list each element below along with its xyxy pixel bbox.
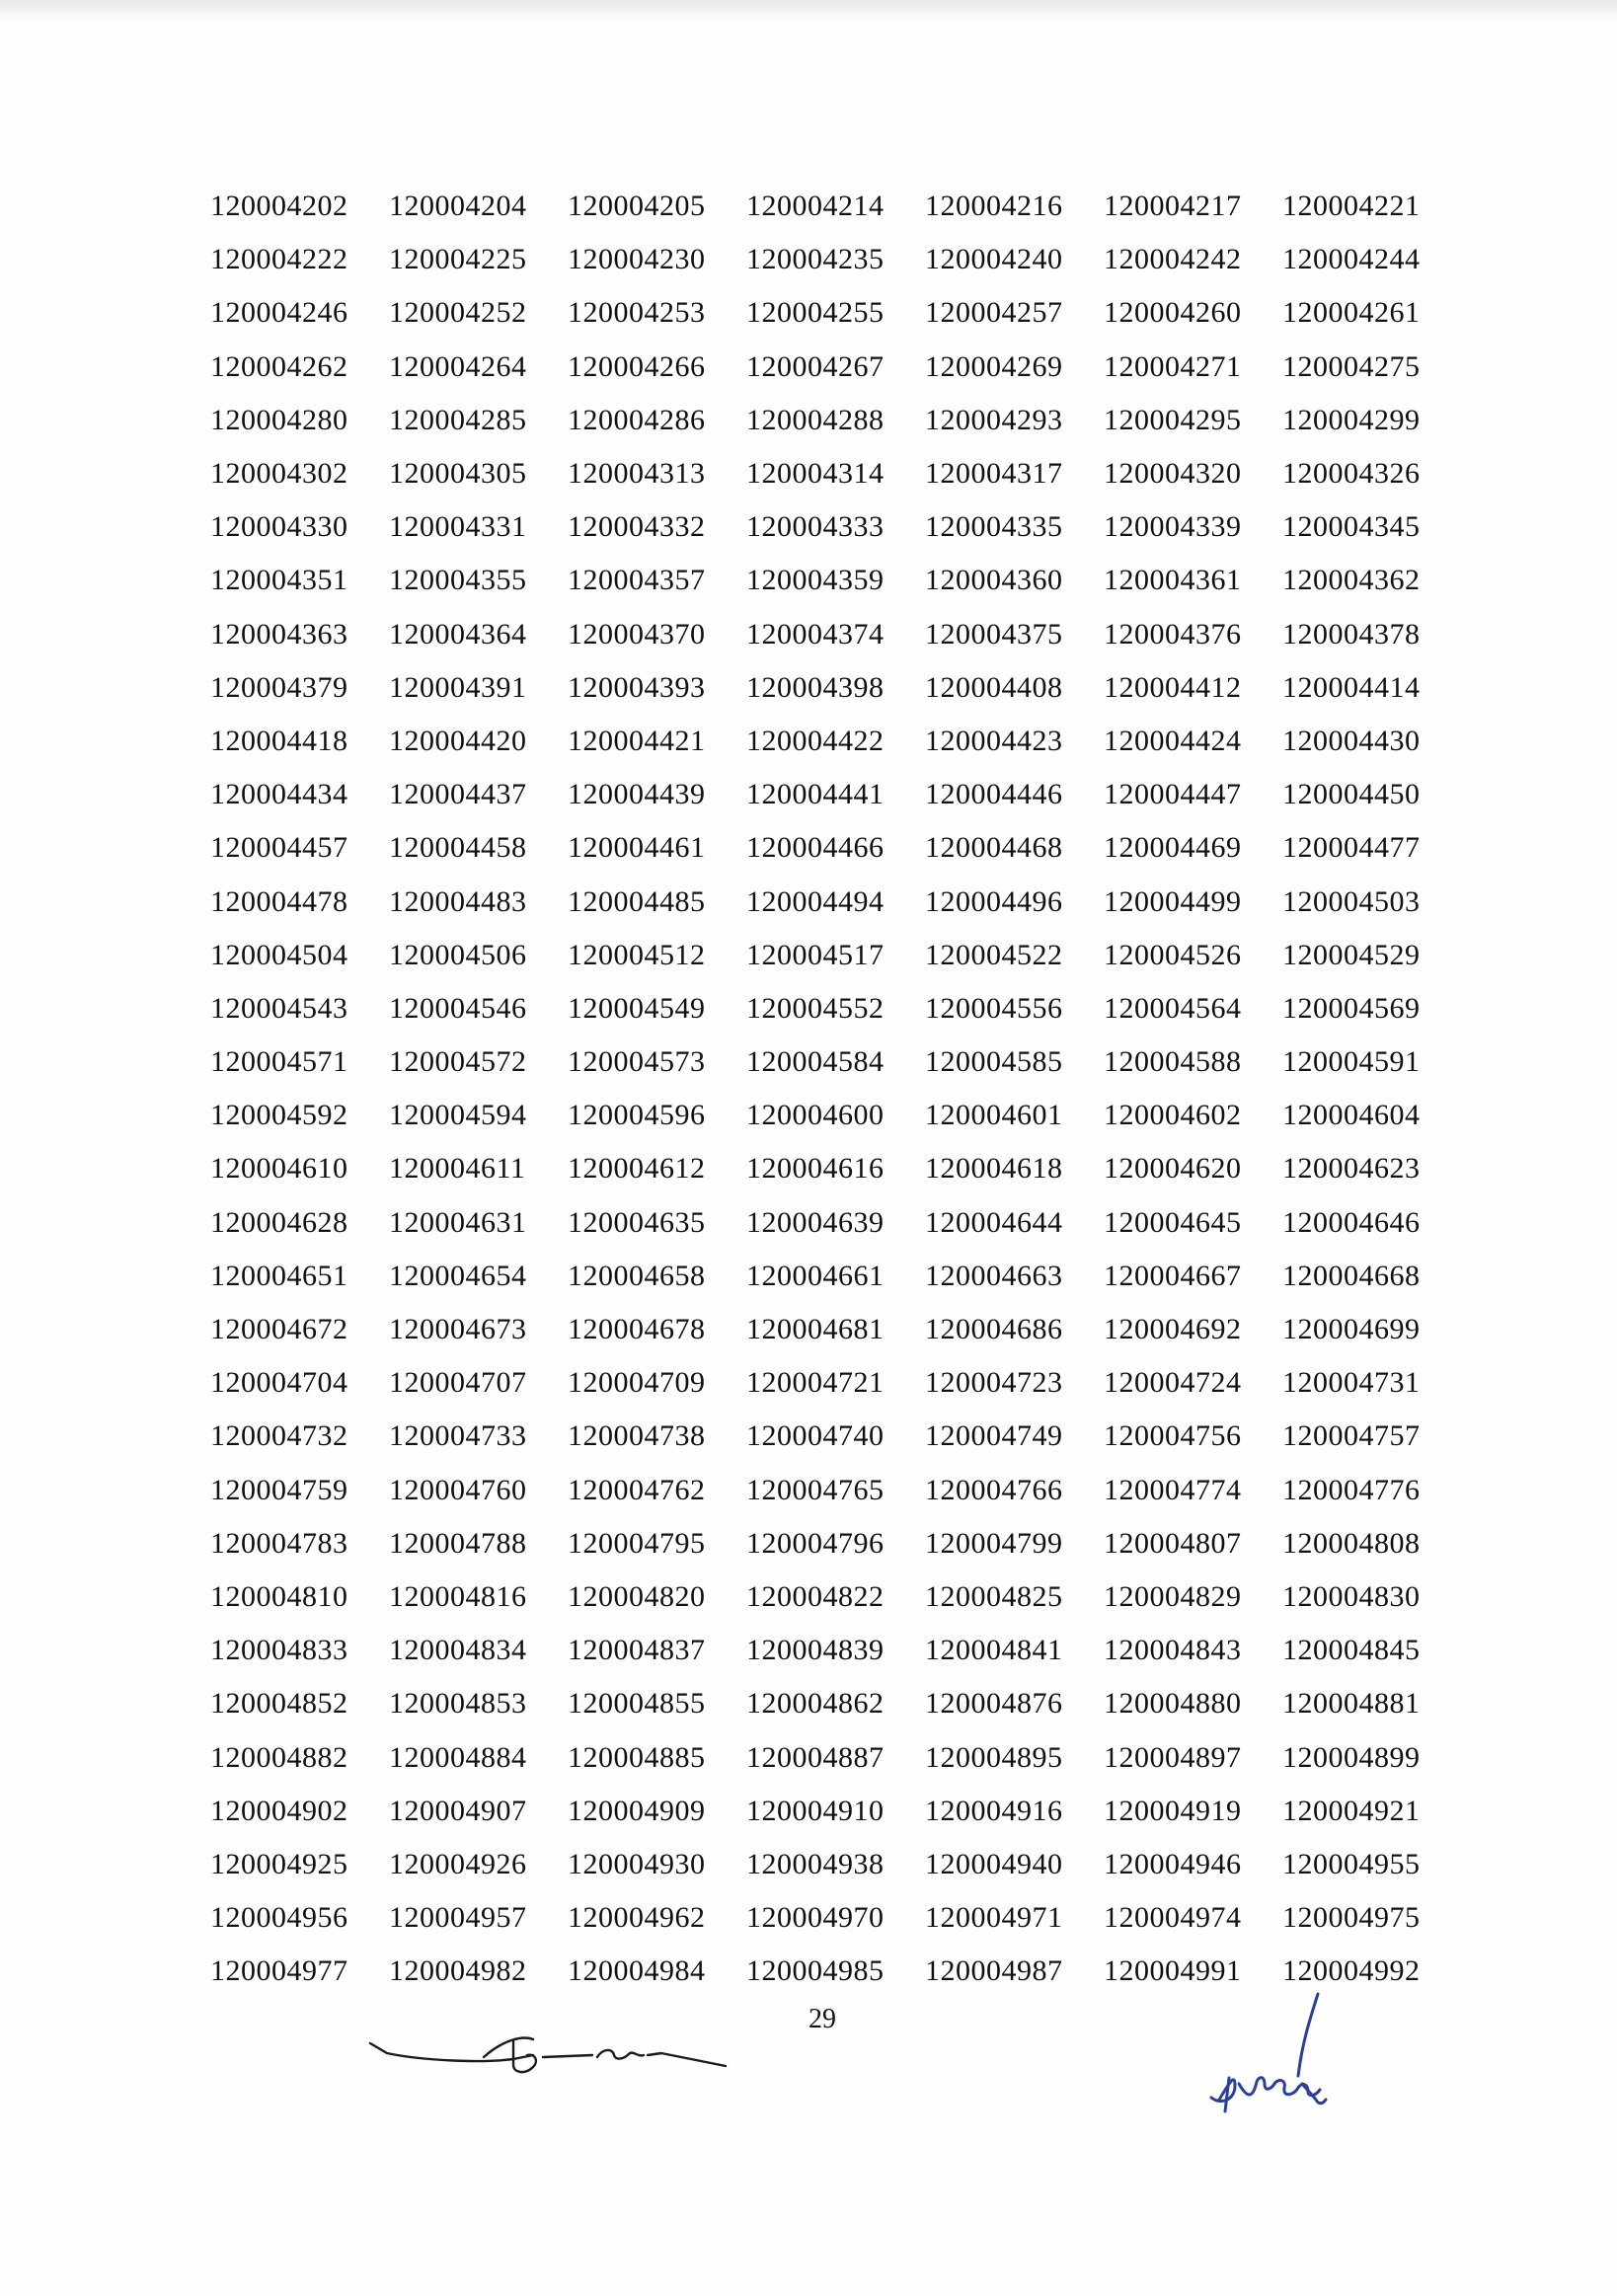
roll-number: 120004977	[210, 1954, 348, 1988]
roll-number: 120004611	[389, 1152, 526, 1186]
roll-number: 120004672	[210, 1313, 348, 1346]
roll-number: 120004692	[1104, 1313, 1242, 1346]
roll-number: 120004320	[1104, 457, 1242, 491]
roll-number: 120004601	[925, 1099, 1063, 1132]
roll-number: 120004704	[210, 1366, 348, 1400]
roll-number: 120004430	[1282, 724, 1421, 757]
roll-number: 120004884	[389, 1740, 527, 1774]
roll-number: 120004345	[1282, 510, 1421, 544]
roll-number: 120004271	[1104, 349, 1242, 383]
roll-number: 120004658	[568, 1259, 706, 1292]
roll-number: 120004364	[389, 617, 527, 651]
roll-number: 120004602	[1104, 1099, 1242, 1132]
roll-number: 120004982	[389, 1954, 527, 1988]
roll-number: 120004639	[746, 1205, 885, 1239]
roll-number: 120004594	[389, 1099, 527, 1132]
roll-number: 120004393	[568, 670, 706, 704]
roll-number: 120004646	[1282, 1205, 1421, 1239]
roll-number: 120004335	[925, 510, 1063, 544]
roll-number: 120004423	[925, 724, 1063, 757]
roll-number: 120004522	[925, 938, 1063, 971]
roll-number: 120004970	[746, 1901, 885, 1935]
roll-number: 120004765	[746, 1473, 885, 1506]
roll-number: 120004242	[1104, 243, 1242, 276]
signature-right	[1199, 1989, 1412, 2127]
roll-number: 120004585	[925, 1045, 1063, 1079]
roll-number: 120004987	[925, 1954, 1063, 1988]
roll-number: 120004926	[389, 1847, 527, 1880]
roll-number: 120004916	[925, 1794, 1063, 1827]
roll-number: 120004885	[568, 1740, 706, 1774]
roll-number: 120004678	[568, 1313, 706, 1346]
roll-number: 120004339	[1104, 510, 1242, 544]
roll-number: 120004667	[1104, 1259, 1242, 1292]
roll-number: 120004478	[210, 884, 348, 918]
roll-number: 120004628	[210, 1205, 348, 1239]
roll-number: 120004235	[746, 243, 885, 276]
roll-number: 120004673	[389, 1313, 527, 1346]
roll-number: 120004361	[1104, 564, 1242, 597]
roll-number: 120004709	[568, 1366, 706, 1400]
roll-number: 120004930	[568, 1847, 706, 1880]
roll-number: 120004880	[1104, 1687, 1242, 1721]
roll-number: 120004418	[210, 724, 348, 757]
roll-number: 120004313	[568, 457, 706, 491]
roll-number: 120004494	[746, 884, 885, 918]
roll-number: 120004604	[1282, 1099, 1421, 1132]
roll-number: 120004216	[925, 190, 1063, 223]
roll-number: 120004808	[1282, 1526, 1421, 1560]
roll-number: 120004363	[210, 617, 348, 651]
roll-number: 120004816	[389, 1579, 527, 1613]
roll-number: 120004246	[210, 296, 348, 330]
roll-number: 120004855	[568, 1687, 706, 1721]
roll-number: 120004616	[746, 1152, 885, 1186]
roll-number: 120004285	[389, 403, 527, 436]
roll-number: 120004600	[746, 1099, 885, 1132]
roll-number: 120004623	[1282, 1152, 1421, 1186]
roll-number: 120004556	[925, 991, 1063, 1025]
roll-number: 120004631	[389, 1205, 527, 1239]
roll-number: 120004853	[389, 1687, 527, 1721]
roll-number: 120004971	[925, 1901, 1063, 1935]
roll-number: 120004204	[389, 190, 527, 223]
roll-number: 120004302	[210, 457, 348, 491]
roll-number: 120004244	[1282, 243, 1421, 276]
roll-number: 120004788	[389, 1526, 527, 1560]
roll-number: 120004843	[1104, 1634, 1242, 1667]
roll-number: 120004260	[1104, 296, 1242, 330]
roll-number: 120004895	[925, 1740, 1063, 1774]
roll-number: 120004776	[1282, 1473, 1421, 1506]
roll-number: 120004362	[1282, 564, 1421, 597]
roll-number: 120004552	[746, 991, 885, 1025]
roll-number: 120004822	[746, 1579, 885, 1613]
roll-number: 120004644	[925, 1205, 1063, 1239]
roll-number: 120004732	[210, 1419, 348, 1453]
roll-number: 120004985	[746, 1954, 885, 1988]
roll-number: 120004359	[746, 564, 885, 597]
roll-number: 120004699	[1282, 1313, 1421, 1346]
roll-number: 120004355	[389, 564, 527, 597]
roll-number: 120004862	[746, 1687, 885, 1721]
roll-number: 120004733	[389, 1419, 527, 1453]
roll-number: 120004825	[925, 1579, 1063, 1613]
roll-number: 120004450	[1282, 778, 1421, 811]
roll-number: 120004330	[210, 510, 348, 544]
roll-number: 120004899	[1282, 1740, 1421, 1774]
roll-number: 120004756	[1104, 1419, 1242, 1453]
roll-number: 120004841	[925, 1634, 1063, 1667]
roll-number: 120004441	[746, 778, 885, 811]
roll-number: 120004564	[1104, 991, 1242, 1025]
roll-number: 120004654	[389, 1259, 527, 1292]
roll-number: 120004759	[210, 1473, 348, 1506]
roll-number: 120004378	[1282, 617, 1421, 651]
roll-number: 120004837	[568, 1634, 706, 1667]
roll-number: 120004938	[746, 1847, 885, 1880]
roll-number: 120004957	[389, 1901, 527, 1935]
roll-number: 120004829	[1104, 1579, 1242, 1613]
roll-number: 120004760	[389, 1473, 527, 1506]
roll-number: 120004457	[210, 831, 348, 865]
roll-number: 120004333	[746, 510, 885, 544]
roll-number: 120004458	[389, 831, 527, 865]
roll-number: 120004663	[925, 1259, 1063, 1292]
roll-number: 120004992	[1282, 1954, 1421, 1988]
roll-number: 120004749	[925, 1419, 1063, 1453]
roll-number: 120004264	[389, 349, 527, 383]
roll-number: 120004517	[746, 938, 885, 971]
roll-number: 120004217	[1104, 190, 1242, 223]
roll-number: 120004845	[1282, 1634, 1421, 1667]
roll-number: 120004526	[1104, 938, 1242, 971]
roll-number: 120004446	[925, 778, 1063, 811]
roll-number: 120004205	[568, 190, 706, 223]
roll-number: 120004956	[210, 1901, 348, 1935]
roll-number: 120004852	[210, 1687, 348, 1721]
roll-number: 120004707	[389, 1366, 527, 1400]
roll-number: 120004267	[746, 349, 885, 383]
roll-number: 120004984	[568, 1954, 706, 1988]
roll-number: 120004783	[210, 1526, 348, 1560]
roll-number: 120004645	[1104, 1205, 1242, 1239]
roll-number: 120004588	[1104, 1045, 1242, 1079]
roll-number: 120004374	[746, 617, 885, 651]
roll-number: 120004902	[210, 1794, 348, 1827]
roll-number: 120004469	[1104, 831, 1242, 865]
roll-number: 120004668	[1282, 1259, 1421, 1292]
roll-number: 120004921	[1282, 1794, 1421, 1827]
roll-number: 120004810	[210, 1579, 348, 1613]
roll-number: 120004796	[746, 1526, 885, 1560]
page-number: 29	[808, 2004, 836, 2034]
roll-number: 120004466	[746, 831, 885, 865]
roll-number: 120004317	[925, 457, 1063, 491]
roll-number: 120004305	[389, 457, 527, 491]
roll-number: 120004202	[210, 190, 348, 223]
roll-number: 120004762	[568, 1473, 706, 1506]
roll-number: 120004288	[746, 403, 885, 436]
roll-number: 120004830	[1282, 1579, 1421, 1613]
roll-number: 120004280	[210, 403, 348, 436]
roll-number: 120004543	[210, 991, 348, 1025]
roll-number: 120004731	[1282, 1366, 1421, 1400]
roll-number: 120004876	[925, 1687, 1063, 1721]
roll-number: 120004925	[210, 1847, 348, 1880]
roll-number: 120004681	[746, 1313, 885, 1346]
roll-number: 120004651	[210, 1259, 348, 1292]
roll-number: 120004299	[1282, 403, 1421, 436]
roll-number: 120004230	[568, 243, 706, 276]
roll-number: 120004439	[568, 778, 706, 811]
roll-number: 120004412	[1104, 670, 1242, 704]
roll-number: 120004477	[1282, 831, 1421, 865]
roll-number: 120004839	[746, 1634, 885, 1667]
roll-number: 120004919	[1104, 1794, 1242, 1827]
roll-number: 120004331	[389, 510, 527, 544]
roll-number: 120004496	[925, 884, 1063, 918]
roll-number: 120004591	[1282, 1045, 1421, 1079]
roll-number: 120004940	[925, 1847, 1063, 1880]
roll-number: 120004721	[746, 1366, 885, 1400]
roll-number: 120004572	[389, 1045, 527, 1079]
roll-number: 120004635	[568, 1205, 706, 1239]
roll-number: 120004275	[1282, 349, 1421, 383]
roll-number: 120004724	[1104, 1366, 1242, 1400]
roll-number: 120004421	[568, 724, 706, 757]
roll-number: 120004807	[1104, 1526, 1242, 1560]
roll-number: 120004686	[925, 1313, 1063, 1346]
roll-number: 120004504	[210, 938, 348, 971]
roll-number: 120004314	[746, 457, 885, 491]
roll-number: 120004262	[210, 349, 348, 383]
roll-number: 120004332	[568, 510, 706, 544]
roll-number: 120004420	[389, 724, 527, 757]
roll-number: 120004596	[568, 1099, 706, 1132]
roll-number: 120004255	[746, 296, 885, 330]
roll-number: 120004461	[568, 831, 706, 865]
roll-number: 120004610	[210, 1152, 348, 1186]
roll-number: 120004379	[210, 670, 348, 704]
roll-number: 120004240	[925, 243, 1063, 276]
roll-number: 120004549	[568, 991, 706, 1025]
roll-number: 120004573	[568, 1045, 706, 1079]
roll-number: 120004375	[925, 617, 1063, 651]
roll-number: 120004962	[568, 1901, 706, 1935]
roll-number: 120004408	[925, 670, 1063, 704]
roll-number: 120004618	[925, 1152, 1063, 1186]
roll-number: 120004740	[746, 1419, 885, 1453]
roll-number: 120004391	[389, 670, 527, 704]
roll-number: 120004897	[1104, 1740, 1242, 1774]
roll-number: 120004584	[746, 1045, 885, 1079]
roll-number: 120004569	[1282, 991, 1421, 1025]
roll-number: 120004357	[568, 564, 706, 597]
roll-number: 120004424	[1104, 724, 1242, 757]
roll-number: 120004907	[389, 1794, 527, 1827]
roll-number: 120004351	[210, 564, 348, 597]
roll-number: 120004503	[1282, 884, 1421, 918]
roll-number: 120004225	[389, 243, 527, 276]
roll-number: 120004512	[568, 938, 706, 971]
roll-number: 120004214	[746, 190, 885, 223]
roll-number: 120004253	[568, 296, 706, 330]
roll-number: 120004370	[568, 617, 706, 651]
roll-number: 120004909	[568, 1794, 706, 1827]
roll-number: 120004529	[1282, 938, 1421, 971]
roll-number: 120004257	[925, 296, 1063, 330]
roll-number: 120004612	[568, 1152, 706, 1186]
roll-number: 120004820	[568, 1579, 706, 1613]
roll-number: 120004221	[1282, 190, 1421, 223]
roll-number: 120004447	[1104, 778, 1242, 811]
roll-number: 120004723	[925, 1366, 1063, 1400]
roll-number: 120004414	[1282, 670, 1421, 704]
roll-number: 120004955	[1282, 1847, 1421, 1880]
roll-number: 120004910	[746, 1794, 885, 1827]
signature-left	[365, 2022, 750, 2101]
roll-number: 120004946	[1104, 1847, 1242, 1880]
roll-number: 120004506	[389, 938, 527, 971]
roll-number: 120004834	[389, 1634, 527, 1667]
roll-number: 120004833	[210, 1634, 348, 1667]
roll-number: 120004422	[746, 724, 885, 757]
roll-number: 120004991	[1104, 1954, 1242, 1988]
roll-number: 120004882	[210, 1740, 348, 1774]
roll-number: 120004295	[1104, 403, 1242, 436]
roll-number: 120004738	[568, 1419, 706, 1453]
roll-number: 120004774	[1104, 1473, 1242, 1506]
roll-number: 120004376	[1104, 617, 1242, 651]
roll-number: 120004398	[746, 670, 885, 704]
roll-number: 120004293	[925, 403, 1063, 436]
roll-number: 120004571	[210, 1045, 348, 1079]
roll-number: 120004326	[1282, 457, 1421, 491]
roll-number: 120004661	[746, 1259, 885, 1292]
roll-number: 120004592	[210, 1099, 348, 1132]
roll-number: 120004766	[925, 1473, 1063, 1506]
roll-number: 120004757	[1282, 1419, 1421, 1453]
roll-number: 120004266	[568, 349, 706, 383]
roll-number: 120004499	[1104, 884, 1242, 918]
roll-number: 120004222	[210, 243, 348, 276]
roll-number: 120004799	[925, 1526, 1063, 1560]
roll-number: 120004620	[1104, 1152, 1242, 1186]
roll-number: 120004795	[568, 1526, 706, 1560]
roll-number: 120004974	[1104, 1901, 1242, 1935]
roll-number: 120004252	[389, 296, 527, 330]
roll-number: 120004269	[925, 349, 1063, 383]
roll-number: 120004975	[1282, 1901, 1421, 1935]
roll-number: 120004887	[746, 1740, 885, 1774]
roll-number: 120004546	[389, 991, 527, 1025]
roll-number-table	[210, 180, 1461, 1998]
roll-number: 120004485	[568, 884, 706, 918]
roll-number: 120004360	[925, 564, 1063, 597]
roll-number: 120004468	[925, 831, 1063, 865]
roll-number: 120004434	[210, 778, 348, 811]
roll-number: 120004261	[1282, 296, 1421, 330]
roll-number: 120004881	[1282, 1687, 1421, 1721]
roll-number: 120004286	[568, 403, 706, 436]
scan-edge-shadow	[0, 0, 1617, 22]
roll-number: 120004483	[389, 884, 527, 918]
roll-number: 120004437	[389, 778, 527, 811]
